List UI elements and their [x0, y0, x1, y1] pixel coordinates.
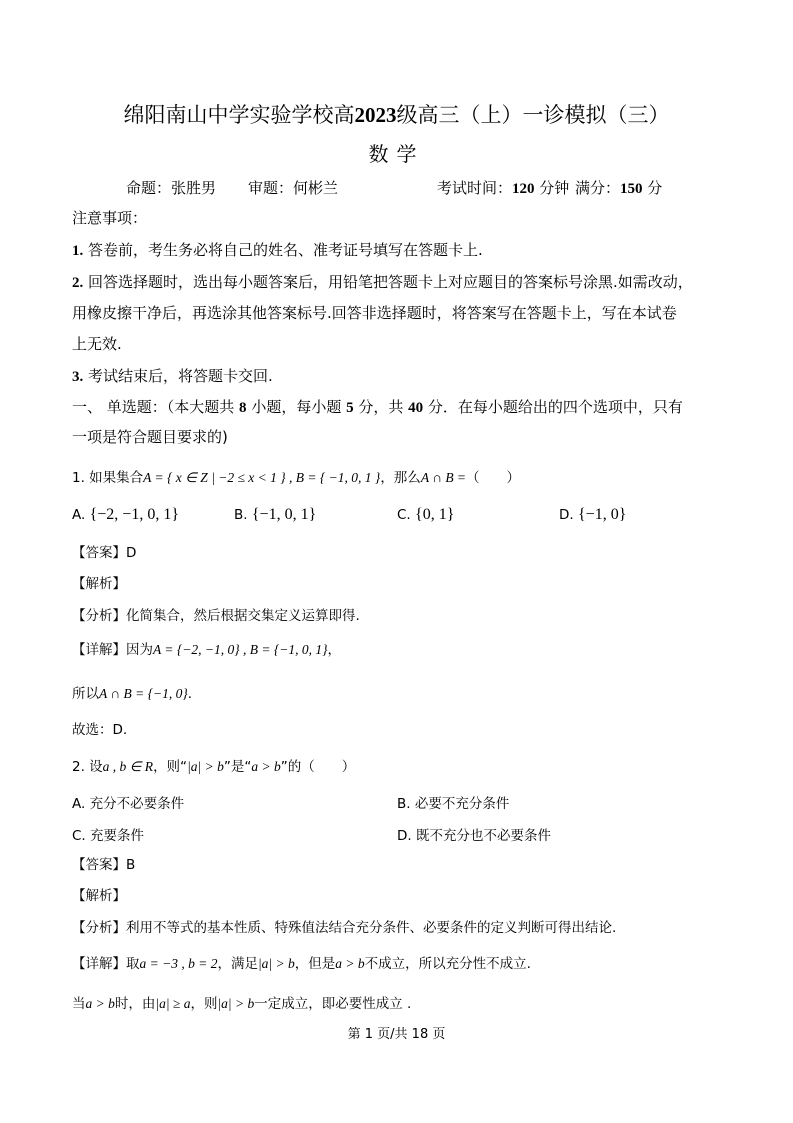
q1-middle: ，那么: [380, 470, 421, 486]
q2-vars: a , b ∈ R: [102, 759, 154, 774]
q2-condition-1: |a| > b: [187, 759, 224, 774]
q2-when-suffix: 一定成立，即必要性成立 .: [254, 996, 412, 1012]
q2-when-mid-2: ，则: [190, 996, 218, 1012]
section-1-text-a: 一、 单选题：（本大题共: [72, 398, 240, 416]
notice-item-3: [72, 366, 273, 387]
section-1-intro-line-2: 一项是符合题目要求的): [72, 428, 228, 446]
section-1-intro: [72, 397, 683, 418]
q1-option-a-value: {−2, −1, 0, 1}: [89, 506, 179, 523]
q2-answer: 【答案】B: [72, 857, 136, 873]
q2-analysis: 【分析】利用不等式的基本性质、特殊值法结合充分条件、必要条件的定义判断可得出结论.: [72, 920, 617, 936]
q2-option-d-value: 既不充分也不必要条件: [415, 828, 551, 844]
q2-detail-mid: ，满足: [217, 956, 258, 972]
notice-item-1-text: 答卷前，考生务必将自己的姓名、准考证号填写在答题卡上.: [83, 241, 483, 259]
q2-option-d: [397, 824, 551, 844]
q2-when-expression-2: |a| > b: [217, 996, 255, 1011]
section-1-points-each: 5: [346, 400, 354, 416]
exam-time: [437, 177, 569, 198]
section-1-text-b: 小题，每小题: [246, 398, 347, 416]
q2-when-condition: a > b: [85, 996, 115, 1011]
question-1-stem: [72, 468, 520, 488]
q2-option-c: [72, 824, 144, 844]
q1-option-a-letter: A.: [72, 507, 86, 523]
q2-prefix: 2. 设: [72, 759, 103, 775]
q1-detail-suffix: ，: [327, 642, 342, 658]
author-label: 命题：张胜男: [126, 179, 217, 197]
q2-option-b: [397, 792, 509, 812]
q1-option-c: [397, 506, 454, 524]
q2-option-d-letter: D.: [397, 828, 412, 844]
title-suffix: 级高三（上）一诊模拟（三）: [396, 103, 670, 127]
q2-mid-3: ”的（ ）: [280, 759, 356, 775]
q2-detail: [72, 954, 531, 974]
q1-detail: [72, 640, 341, 660]
q2-when-prefix: 当: [72, 996, 86, 1012]
q2-option-b-value: 必要不充分条件: [414, 796, 510, 812]
notice-item-2-line-2: 用橡皮擦干净后，再选涂其他答案标号.回答非选择题时，将答案写在答题卡上，写在本试卷: [72, 304, 677, 322]
q1-detail-expression: A = {−2, −1, 0} , B = {−1, 0, 1}: [153, 642, 328, 657]
page-number: 第 1 页/共 18 页: [347, 1027, 446, 1042]
q2-mid-1: ，则“: [153, 759, 188, 775]
notice-item-3-text: 考试结束后，将答题卡交回.: [83, 367, 273, 385]
q2-when-expression: |a| ≥ a: [155, 996, 191, 1011]
page-title: [0, 99, 793, 129]
q1-so-prefix: 所以: [72, 686, 99, 702]
q1-option-a: [72, 506, 179, 524]
section-1-points-total: 40: [408, 400, 424, 416]
q2-option-a-letter: A.: [72, 796, 86, 812]
q2-condition-2: a > b: [251, 759, 281, 774]
q1-analysis-heading: 【解析】: [72, 576, 126, 592]
q2-option-a: [72, 792, 184, 812]
q1-option-b: [234, 506, 316, 524]
q1-choice: 故选：D.: [72, 722, 128, 738]
time-unit: 分钟: [539, 179, 570, 197]
q1-option-b-letter: B.: [234, 507, 248, 523]
q1-option-d-letter: D.: [559, 507, 574, 523]
q1-option-c-value: {0, 1}: [415, 506, 455, 523]
q1-option-b-value: {−1, 0, 1}: [251, 506, 317, 523]
q1-conclusion: [72, 684, 192, 704]
section-1-text-c: 分，共: [353, 398, 409, 416]
question-2-stem: [72, 757, 355, 777]
section-1-text-d: 分．在每小题给出的四个选项中，只有: [423, 398, 683, 416]
q2-detail-mid-2: ，但是: [294, 956, 336, 972]
subject-heading: 数学: [368, 142, 425, 166]
score-label: 满分：: [575, 179, 621, 197]
q1-option-d-value: {−1, 0}: [577, 506, 627, 523]
notice-item-2-num: 2.: [72, 275, 84, 291]
q1-answer: 【答案】D: [72, 545, 137, 561]
q2-detail-prefix: 【详解】取: [72, 956, 140, 972]
q1-prefix: 1. 如果集合: [72, 470, 144, 486]
q2-mid-2: ”是“: [223, 759, 252, 775]
q2-detail-condition: |a| > b: [257, 956, 295, 971]
notice-item-3-num: 3.: [72, 369, 84, 385]
notice-item-2-line-1: [72, 272, 693, 293]
q1-ask-expression: A ∩ B =: [420, 470, 467, 485]
score-value: 150: [620, 181, 643, 197]
q1-paren: （ ）: [466, 470, 521, 486]
notice-heading: 注意事项：: [72, 209, 148, 227]
q2-option-b-letter: B.: [397, 796, 411, 812]
title-prefix: 绵阳南山中学实验学校高: [123, 103, 355, 127]
q2-analysis-heading: 【解析】: [72, 888, 126, 904]
q1-option-c-letter: C.: [397, 507, 411, 523]
q1-so-expression: A ∩ B = {−1, 0}: [99, 686, 188, 701]
q2-detail-expression: a = −3 , b = 2: [139, 956, 218, 971]
q2-necessity: [72, 994, 411, 1014]
full-score: [575, 177, 662, 198]
q1-set-expression: A = { x ∈ Z | −2 ≤ x < 1 } , B = { −1, 0, 1 }: [143, 470, 381, 485]
notice-item-1: [72, 240, 483, 261]
q2-detail-suffix: 不成立，所以充分性不成立.: [364, 956, 531, 972]
title-year: 2023: [354, 103, 397, 127]
notice-item-1-num: 1.: [72, 243, 84, 259]
q2-option-c-letter: C.: [72, 828, 86, 844]
notice-item-2-line-3: 上无效.: [72, 335, 122, 353]
q1-detail-prefix: 【详解】因为: [72, 642, 153, 658]
q1-so-suffix: .: [187, 686, 193, 702]
section-1-count: 8: [239, 400, 247, 416]
reviewer-label: 审题：何彬兰: [248, 179, 339, 197]
time-value: 120: [512, 181, 535, 197]
q2-when-mid: 时，由: [114, 996, 156, 1012]
score-unit: 分: [647, 179, 663, 197]
q1-analysis: 【分析】化简集合，然后根据交集定义运算即得.: [72, 608, 360, 624]
notice-item-2-text: 回答选择题时，选出每小题答案后，用铅笔把答题卡上对应题目的答案标号涂黑.如需改动，: [83, 273, 693, 291]
q2-detail-condition-2: a > b: [335, 956, 365, 971]
time-label: 考试时间：: [437, 179, 513, 197]
q1-option-d: [559, 506, 626, 524]
q2-option-c-value: 充要条件: [90, 828, 145, 844]
q2-option-a-value: 充分不必要条件: [89, 796, 185, 812]
